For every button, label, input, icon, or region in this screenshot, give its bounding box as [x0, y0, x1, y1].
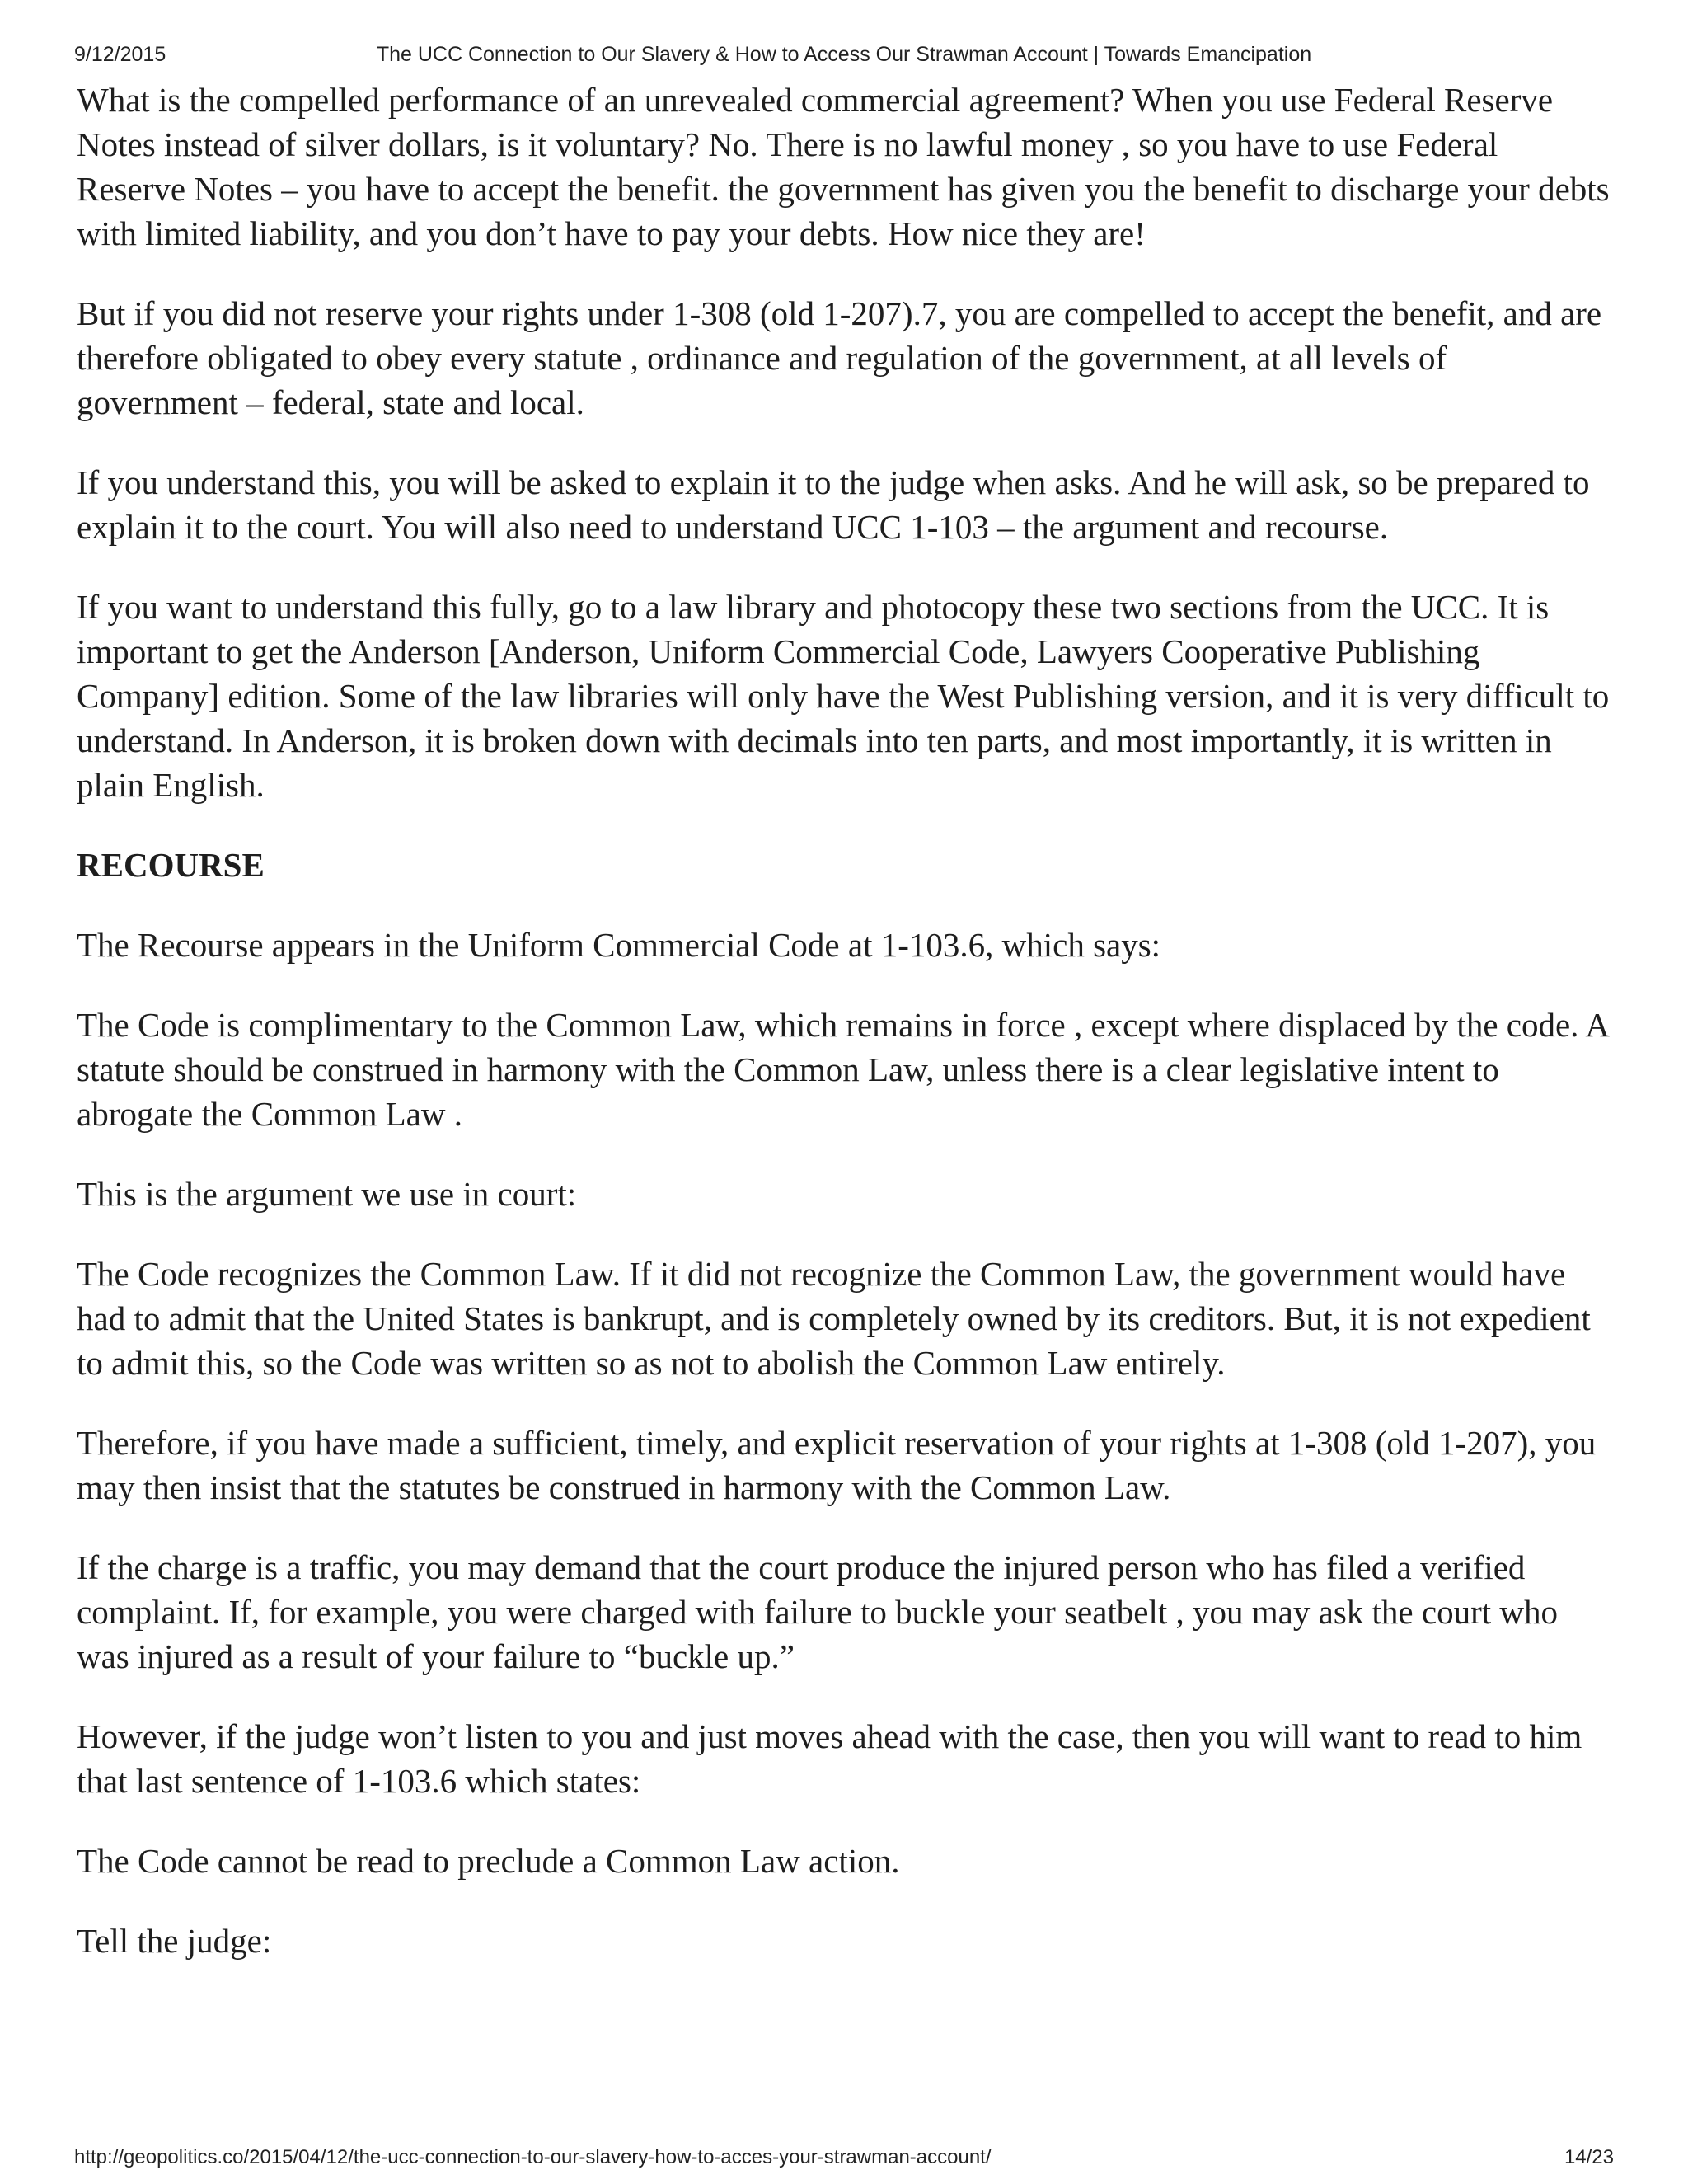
paragraph-law-library: If you want to understand this fully, go to a law library and photocopy these two sections from the UCC. It is important to get the Anderson [Anderson, Uniform Commercial Code, Lawyers Cooperative Publishing Company] edition. Some of the law libraries will only have the West Publishing version, and it is very difficult to understand. In Anderson, it is broken down with decimals into ten parts, and most importantly, it is written in plain English.	[77, 588, 1610, 804]
paragraph-compelled-performance: What is the compelled performance of an unrevealed commercial agreement? When you use Federal Reserve Notes instead of silver dollars, is it voluntary? No. There is no lawful money , so you have to use Federal Reserve Notes – you have to accept the benefit. the government has given you the benefit to discharge your debts with limited liability, and you don’t have to pay your debts. How nice they are!	[77, 81, 1610, 252]
page-footer	[74, 2146, 1614, 2174]
print-date: 9/12/2015	[74, 43, 166, 66]
paragraph-argument-intro: This is the argument we use in court:	[77, 1175, 577, 1213]
section-heading-recourse: RECOURSE	[77, 846, 265, 884]
article-body	[77, 77, 1610, 1998]
document-title: The UCC Connection to Our Slavery & How to Access Our Strawman Account | Towards Emancipation	[376, 43, 1312, 66]
paragraph-recourse-intro: The Recourse appears in the Uniform Commercial Code at 1-103.6, which says:	[77, 926, 1161, 964]
paragraph-reserve-rights: But if you did not reserve your rights under 1-308 (old 1-207).7, you are compelled to accept the benefit, and are therefore obligated to obey every statute , ordinance and regulation of the government, at all levels of government – federal, state and local.	[77, 294, 1602, 421]
source-url: http://geopolitics.co/2015/04/12/the-ucc-connection-to-our-slavery-how-to-acces-your-strawman-account/	[74, 2146, 992, 2168]
paragraph-therefore: Therefore, if you have made a sufficient, timely, and explicit reservation of your rights at 1-308 (old 1-207), you may then insist that the statutes be construed in harmony with the Common Law.	[77, 1424, 1597, 1506]
paragraph-code-quote: The Code is complimentary to the Common Law, which remains in force , except where displaced by the code. A statute should be construed in harmony with the Common Law, unless there is a clear legislative intent to abrogate the Common Law .	[77, 1006, 1608, 1133]
paragraph-code-recognizes: The Code recognizes the Common Law. If it did not recognize the Common Law, the government would have had to admit that the United States is bankrupt, and is completely owned by its creditors. But, it is not expedient to admit this, so the Code was written so as not to abolish the Common Law entirely.	[77, 1255, 1591, 1382]
paragraph-explain-to-judge: If you understand this, you will be asked to explain it to the judge when asks. And he will ask, so be prepared to explain it to the court. You will also need to understand UCC 1-103 – the argument and recourse.	[77, 463, 1590, 546]
page-number: 14/23	[1564, 2146, 1614, 2168]
page-header	[74, 43, 1614, 73]
paragraph-code-cannot-preclude: The Code cannot be read to preclude a Common Law action.	[77, 1842, 900, 1880]
paragraph-judge-wont-listen: However, if the judge won’t listen to you and just moves ahead with the case, then you will want to read to him that last sentence of 1-103.6 which states:	[77, 1717, 1582, 1800]
paragraph-tell-the-judge: Tell the judge:	[77, 1922, 272, 1960]
paragraph-traffic-charge: If the charge is a traffic, you may demand that the court produce the injured person who has filed a verified complaint. If, for example, you were charged with failure to buckle your seatbelt , you may ask the court who was injured as a result of your failure to “buckle up.”	[77, 1548, 1558, 1675]
